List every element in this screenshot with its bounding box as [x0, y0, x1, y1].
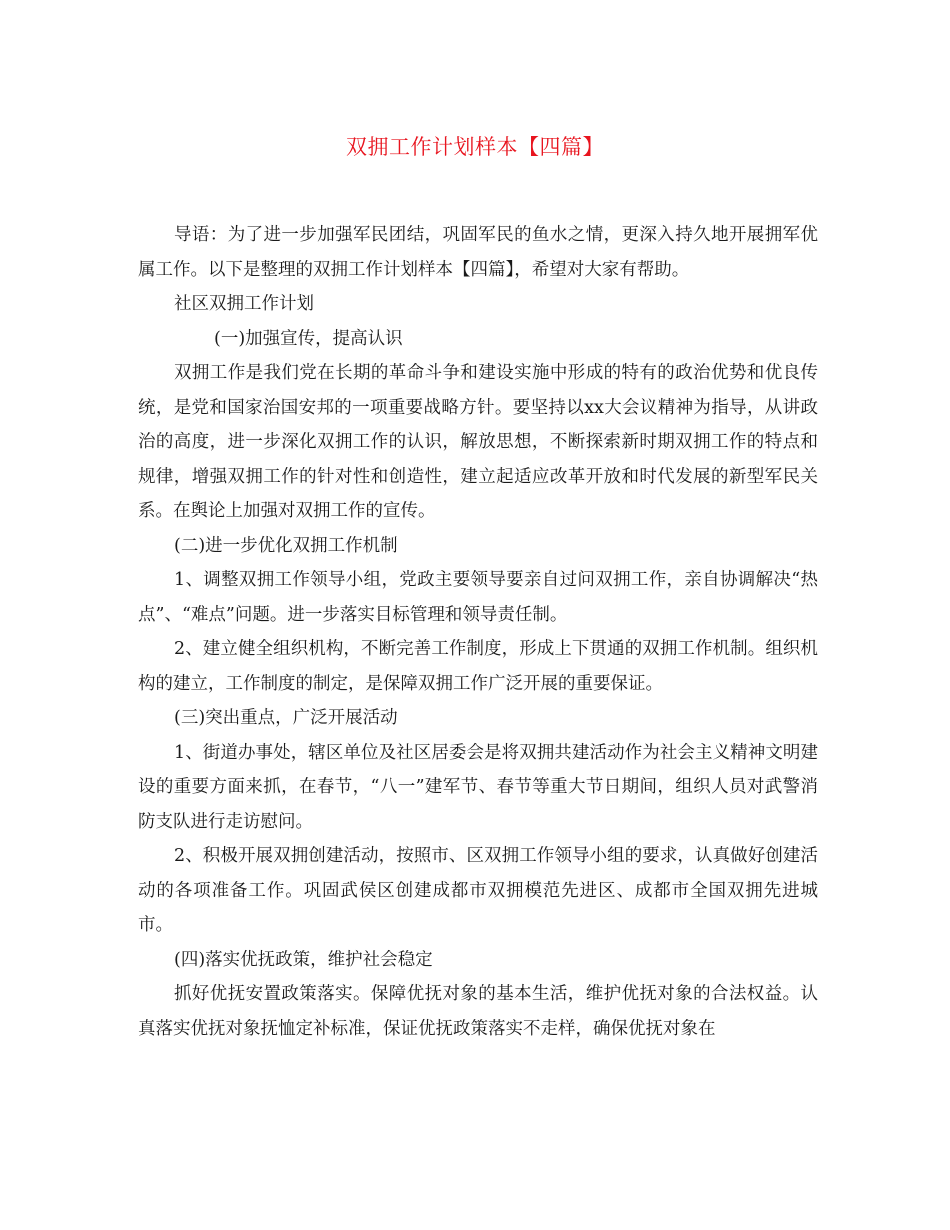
paragraph-4: 1、街道办事处，辖区单位及社区居委会是将双拥共建活动作为社会主义精神文明建设的重要方面来抓，在春节，“八一”建军节、春节等重大节日期间，组织人员对武警消防支队进行走访慰问。 — [138, 742, 818, 832]
subheading-1: (一)加强宣传，提高认识 — [214, 328, 403, 349]
paragraph-3: 2、建立健全组织机构，不断完善工作制度，形成上下贯通的双拥工作机制。组织机构的建立，工作制度的制定，是保障双拥工作广泛开展的重要保证。 — [138, 639, 818, 694]
subheading-4: (四)落实优抚政策，维护社会稳定 — [174, 949, 433, 970]
intro-paragraph: 导语：为了进一步加强军民团结，巩固军民的鱼水之情，更深入持久地开展拥军优属工作。以下是整理的双拥工作计划样本【四篇】，希望对大家有帮助。 — [138, 225, 818, 280]
paragraph-1: 双拥工作是我们党在长期的革命斗争和建设实施中形成的特有的政治优势和优良传统，是党和国家治国安邦的一项重要战略方针。要坚持以xx大会议精神为指导，从讲政治的高度，进一步深化双拥工作的认识，解放思想，不断探索新时期双拥工作的特点和规律，增强双拥工作的针对性和创造性，建立起适应改革开放和时代发展的新型军民关系。在舆论上加强对双拥工作的宣传。 — [138, 363, 818, 521]
paragraph-2: 1、调整双拥工作领导小组，党政主要领导要亲自过问双拥工作，亲自协调解决“热点”、“难点”问题。进一步落实目标管理和领导责任制。 — [138, 570, 818, 625]
subheading-3: (三)突出重点，广泛开展活动 — [174, 708, 398, 728]
paragraph-5: 2、积极开展双拥创建活动，按照市、区双拥工作领导小组的要求，认真做好创建活动的各项准备工作。巩固武侯区创建成都市双拥模范先进区、成都市全国双拥先进城市。 — [138, 846, 818, 935]
section-title: 社区双拥工作计划 — [174, 294, 314, 314]
document-body — [138, 218, 818, 1046]
paragraph-6: 抓好优抚安置政策落实。保障优抚对象的基本生活，维护优抚对象的合法权益。认真落实优抚对象抚恤定补标准，保证优抚政策落实不走样，确保优抚对象在 — [138, 984, 818, 1039]
document-title: 双拥工作计划样本【四篇】 — [346, 135, 604, 159]
subheading-2: (二)进一步优化双拥工作机制 — [174, 535, 398, 556]
